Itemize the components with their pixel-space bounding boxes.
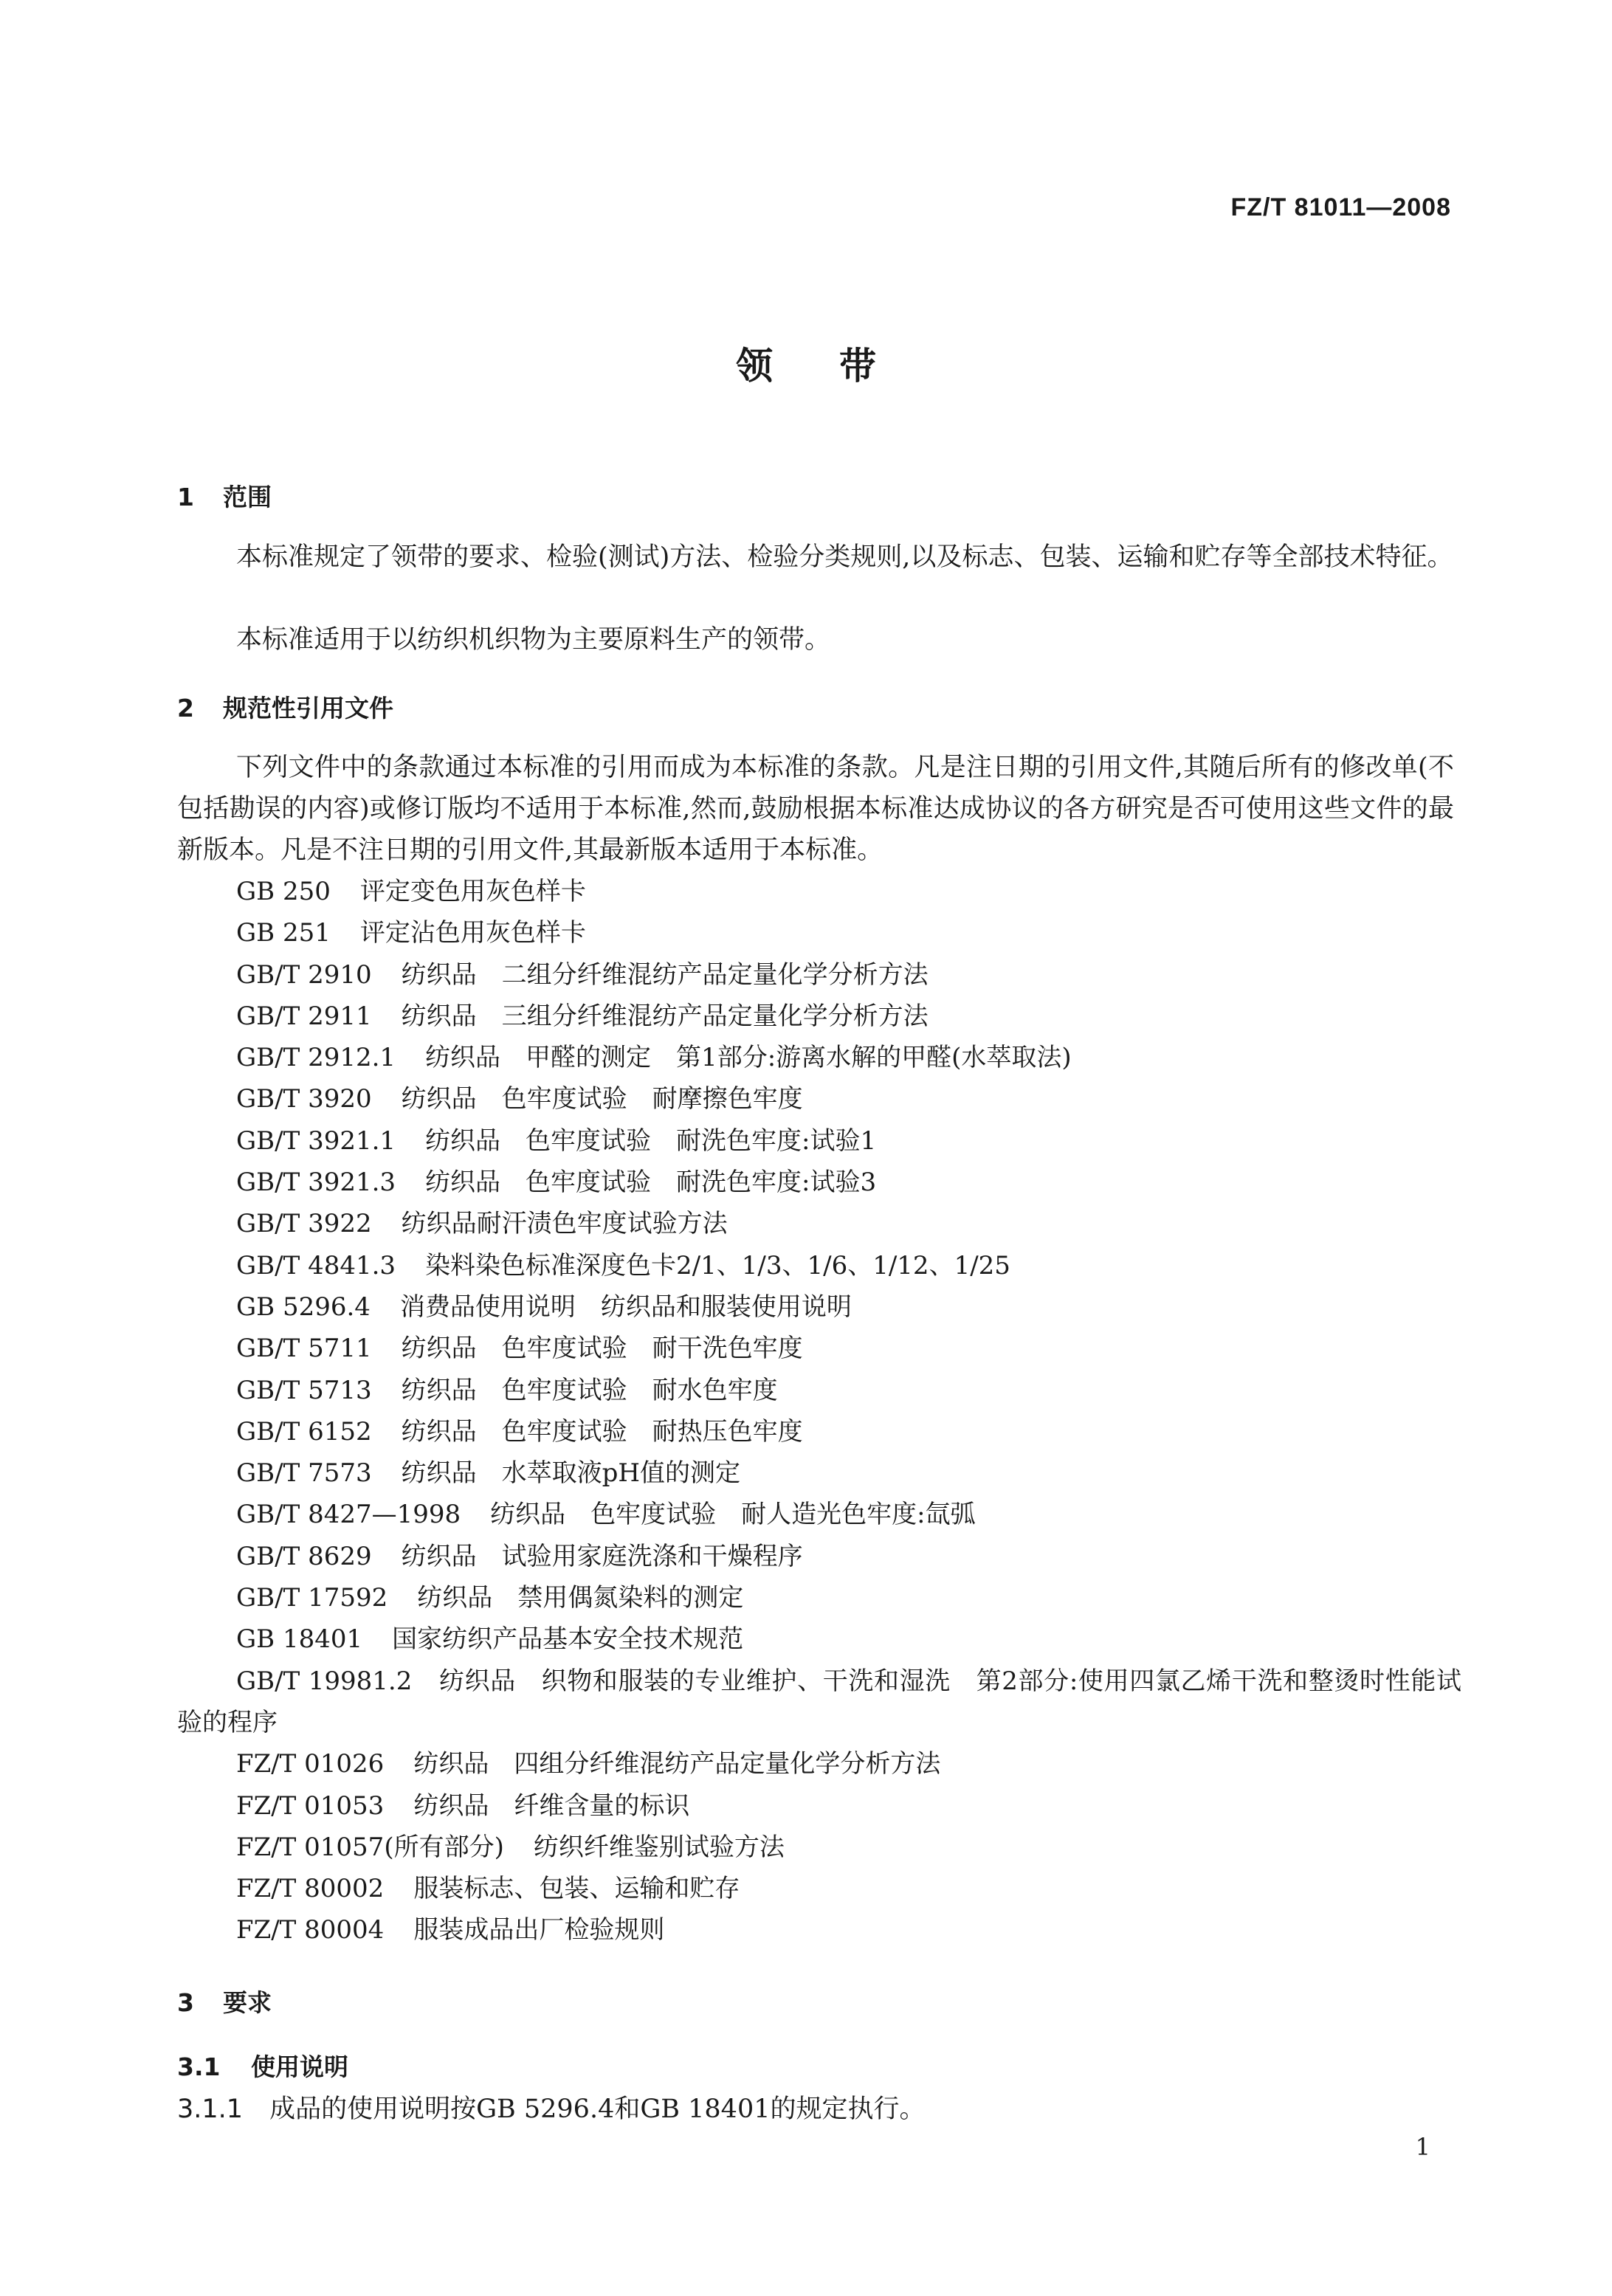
reference-title: 纺织纤维鉴别试验方法 <box>533 1832 785 1862</box>
section-number: 3 <box>177 1988 194 2017</box>
reference-item <box>177 1078 1461 1120</box>
subsection-title: 使用说明 <box>251 2052 348 2081</box>
reference-item <box>177 996 1461 1037</box>
reference-title: 纺织品 色牢度试验 耐洗色牢度:试验1 <box>425 1125 877 1156</box>
scope-paragraph-1: 本标准规定了领带的要求、检验(测试)方法、检验分类规则,以及标志、包装、运输和贮存等全部技术特征。 <box>236 542 1453 572</box>
reference-code: FZ/T 01053 <box>236 1790 385 1821</box>
scope-paragraph-2: 本标准适用于以纺织机织物为主要原料生产的领带。 <box>236 625 831 655</box>
reference-item <box>177 1245 1461 1286</box>
reference-title: 消费品使用说明 纺织品和服装使用说明 <box>399 1292 852 1322</box>
reference-title: 纺织品 水萃取液pH值的测定 <box>401 1458 741 1489</box>
reference-title: 服装成品出厂检验规则 <box>413 1915 665 1945</box>
reference-title: 纺织品 三组分纤维混纺产品定量化学分析方法 <box>401 1001 929 1031</box>
reference-code: GB/T 19981.2 <box>236 1666 413 1696</box>
reference-title: 纺织品 色牢度试验 耐热压色牢度 <box>401 1416 803 1447</box>
reference-code: GB/T 3921.3 <box>236 1168 396 1198</box>
reference-title: 评定沾色用灰色样卡 <box>359 918 586 948</box>
reference-item <box>177 1618 1461 1660</box>
reference-code: FZ/T 01057(所有部分) <box>236 1832 504 1862</box>
reference-item <box>177 1411 1461 1452</box>
reference-code: GB/T 4841.3 <box>236 1250 396 1280</box>
clause-3-1-1 <box>177 2089 925 2126</box>
reference-code: GB/T 6152 <box>236 1416 372 1447</box>
reference-title: 纺织品 色牢度试验 耐洗色牢度:试验3 <box>425 1168 877 1198</box>
reference-item <box>177 1370 1461 1411</box>
reference-item <box>177 1328 1461 1369</box>
reference-code: GB 250 <box>236 877 331 906</box>
reference-title: 纺织品 色牢度试验 耐摩擦色牢度 <box>401 1084 803 1114</box>
reference-code: GB/T 5713 <box>236 1375 372 1405</box>
section-1-heading <box>177 478 272 513</box>
reference-title: 纺织品 织物和服装的专业维护、干洗和湿洗 第2部分:使用四氯乙烯干洗和整烫时性能试验的程序 <box>177 1666 1461 1737</box>
reference-item <box>177 1286 1461 1328</box>
reference-title: 纺织品 纤维含量的标识 <box>413 1790 690 1821</box>
clause-text: 成品的使用说明按GB 5296.4和GB 18401的规定执行。 <box>269 2095 926 2124</box>
reference-code: GB/T 3920 <box>236 1084 372 1114</box>
reference-item <box>177 1661 1461 1744</box>
reference-item <box>177 1743 1461 1785</box>
standard-code: FZ/T 81011—2008 <box>1230 193 1451 221</box>
reference-item <box>177 1494 1461 1535</box>
reference-title: 纺织品 禁用偶氮染料的测定 <box>417 1583 744 1613</box>
reference-title: 纺织品 甲醛的测定 第1部分:游离水解的甲醛(水萃取法) <box>425 1043 1072 1073</box>
section-title: 范围 <box>223 483 272 511</box>
reference-code: GB/T 17592 <box>236 1583 388 1613</box>
reference-title: 纺织品 色牢度试验 耐水色牢度 <box>401 1375 778 1405</box>
reference-title: 纺织品 二组分纤维混纺产品定量化学分析方法 <box>401 959 929 990</box>
reference-item <box>177 1868 1461 1909</box>
reference-title: 染料染色标准深度色卡2/1、1/3、1/6、1/12、1/25 <box>425 1250 1010 1280</box>
reference-code: GB/T 2911 <box>236 1001 372 1031</box>
section-title: 规范性引用文件 <box>223 694 393 723</box>
document-title: 领带 <box>736 345 943 387</box>
reference-item <box>177 1577 1461 1618</box>
section-title: 要求 <box>223 1988 272 2017</box>
reference-item <box>177 1120 1461 1162</box>
subsection-3-1-heading <box>177 2048 348 2083</box>
reference-code: GB/T 2910 <box>236 959 372 990</box>
reference-item <box>177 1037 1461 1078</box>
reference-item <box>177 912 1461 954</box>
reference-item <box>177 871 1461 912</box>
reference-item <box>177 1452 1461 1494</box>
reference-title: 纺织品耐汗渍色牢度试验方法 <box>401 1209 728 1239</box>
section-3-heading <box>177 1984 272 2019</box>
page-number: 1 <box>1415 2133 1430 2161</box>
clause-number: 3.1.1 <box>177 2095 244 2124</box>
subsection-number: 3.1 <box>177 2052 221 2081</box>
reference-item <box>177 954 1461 996</box>
reference-code: GB/T 8427—1998 <box>236 1500 461 1530</box>
reference-code: FZ/T 01026 <box>236 1749 385 1779</box>
reference-code: GB/T 2912.1 <box>236 1043 396 1073</box>
reference-item <box>177 1909 1461 1951</box>
reference-code: FZ/T 80002 <box>236 1874 385 1904</box>
reference-title: 国家纺织产品基本安全技术规范 <box>392 1624 744 1655</box>
reference-title: 纺织品 四组分纤维混纺产品定量化学分析方法 <box>413 1749 941 1779</box>
reference-title: 评定变色用灰色样卡 <box>359 877 586 906</box>
reference-item <box>177 1203 1461 1244</box>
reference-title: 服装标志、包装、运输和贮存 <box>413 1874 740 1904</box>
reference-code: GB/T 3922 <box>236 1209 372 1239</box>
reference-code: GB/T 3921.1 <box>236 1125 396 1156</box>
reference-item <box>177 1785 1461 1827</box>
reference-code: GB 251 <box>236 918 331 948</box>
reference-code: GB/T 8629 <box>236 1541 372 1571</box>
section-number: 2 <box>177 694 194 723</box>
reference-code: GB 18401 <box>236 1624 363 1655</box>
reference-title: 纺织品 色牢度试验 耐人造光色牢度:氙弧 <box>490 1500 976 1530</box>
reference-list <box>177 871 1461 1951</box>
reference-code: GB/T 7573 <box>236 1458 372 1489</box>
reference-item <box>177 1162 1461 1203</box>
reference-code: GB 5296.4 <box>236 1292 371 1322</box>
normative-references-intro: 下列文件中的条款通过本标准的引用而成为本标准的条款。凡是注日期的引用文件,其随后所有的修改单(不包括勘误的内容)或修订版均不适用于本标准,然而,鼓励根据本标准达成协议的各方研究是否可使用这些文件的最新版本。凡是不注日期的引用文件,其最新版本适用于本标准。 <box>177 753 1454 865</box>
reference-title: 纺织品 色牢度试验 耐干洗色牢度 <box>401 1334 803 1364</box>
section-2-heading <box>177 689 393 724</box>
reference-title: 纺织品 试验用家庭洗涤和干燥程序 <box>401 1541 803 1571</box>
section-number: 1 <box>177 483 194 511</box>
reference-item <box>177 1536 1461 1577</box>
reference-code: GB/T 5711 <box>236 1334 372 1364</box>
reference-code: FZ/T 80004 <box>236 1915 385 1945</box>
reference-item <box>177 1827 1461 1868</box>
